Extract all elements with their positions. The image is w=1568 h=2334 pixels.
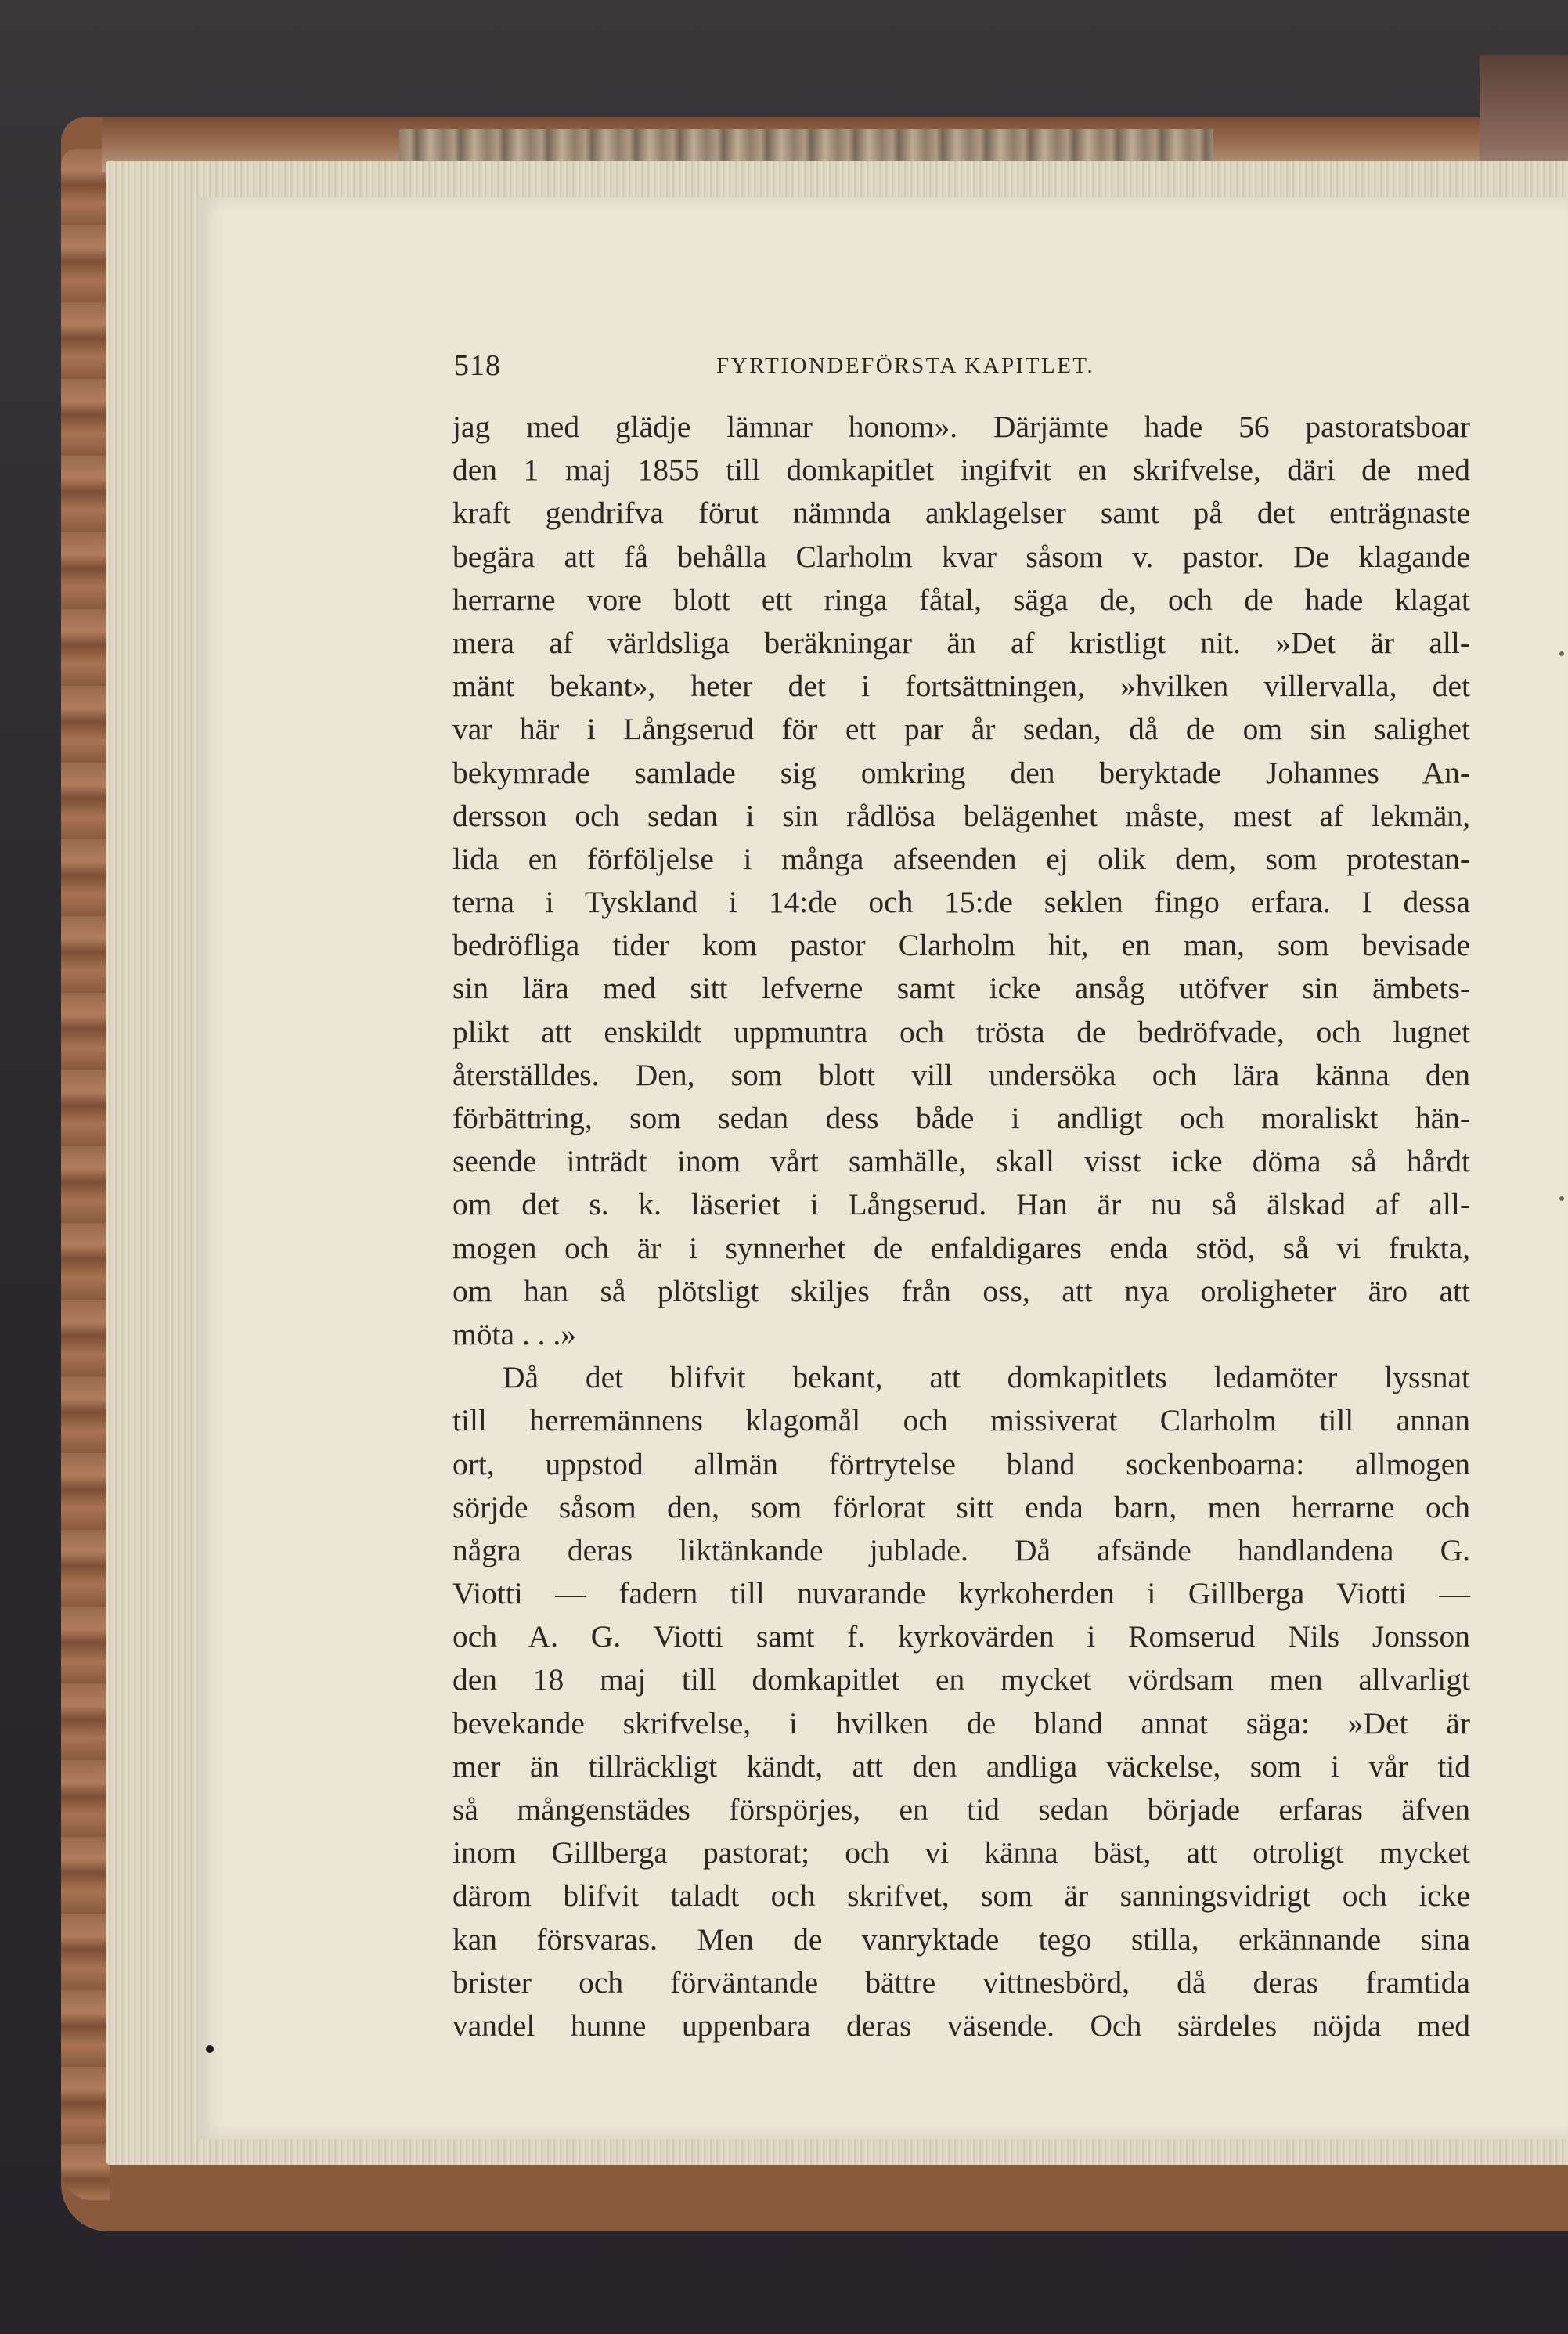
text-line: om det s. k. läseriet i Långserud. Han är nu så älskad af all- bbox=[452, 1187, 1470, 1222]
text-line: bevekande skrifvelse, i hvilken de bland annat säga: »Det är bbox=[452, 1705, 1470, 1741]
page-number: 518 bbox=[454, 349, 501, 382]
text-line: förbättring, som sedan dess både i andligt och moraliskt hän- bbox=[452, 1101, 1470, 1135]
ink-spot bbox=[1559, 1196, 1564, 1201]
text-line: var här i Långserud för ett par år sedan, då de om sin salighet bbox=[452, 712, 1470, 747]
text-line: lida en förföljelse i många afseenden ej olik dem, som protestan- bbox=[452, 841, 1470, 876]
text-line: mogen och är i synnerhet de enfaldigares enda stöd, så vi frukta, bbox=[452, 1230, 1470, 1265]
text-line: kan försvaras. Men de vanryktade tego stilla, erkännande sina bbox=[452, 1921, 1470, 1957]
text-line: bedröfliga tider kom pastor Clarholm hit, en man, som bevisade bbox=[452, 928, 1470, 963]
text-line: sin lära med sitt lefverne samt icke ansåg utöfver sin ämbets- bbox=[452, 971, 1470, 1006]
text-line: den 18 maj till domkapitlet en mycket vördsam men allvarligt bbox=[452, 1662, 1470, 1697]
text-line: mer än tillräckligt kändt, att den andliga väckelse, som i vår tid bbox=[452, 1748, 1470, 1784]
text-line: vandel hunne uppenbara deras väsende. Och särdeles nöjda med bbox=[452, 2008, 1470, 2043]
text-line: den 1 maj 1855 till domkapitlet ingifvit en skrifvelse, däri de med bbox=[452, 453, 1470, 488]
text-line: plikt att enskildt uppmuntra och trösta de bedröfvade, och lugnet bbox=[452, 1014, 1470, 1049]
text-line: och A. G. Viotti samt f. kyrkovärden i Romserud Nils Jonsson bbox=[452, 1619, 1470, 1654]
text-line: till herremännens klagomål och missiverat Clarholm till annan bbox=[452, 1403, 1470, 1438]
text-line: dersson och sedan i sin rådlösa belägenhet måste, mest af lekmän, bbox=[452, 798, 1470, 833]
page-header bbox=[454, 348, 1472, 388]
text-line: om han så plötsligt skiljes från oss, att nya oroligheter äro att bbox=[452, 1273, 1470, 1308]
text-line: kraft gendrifva förut nämnda anklagelser samt på det enträgnaste bbox=[452, 496, 1470, 531]
text-line: inom Gillberga pastorat; och vi känna bäst, att otroligt mycket bbox=[452, 1835, 1470, 1870]
text-line: mänt bekant», heter det i fortsättningen, »hvilken villervalla, det bbox=[452, 669, 1470, 704]
text-line: återställdes. Den, som blott vill undersöka och lära känna den bbox=[452, 1057, 1470, 1092]
text-line: bekymrade samlade sig omkring den beryktade Johannes An- bbox=[452, 755, 1470, 790]
running-title: FYRTIONDEFÖRSTA KAPITLET. bbox=[716, 353, 1095, 378]
text-line: möta . . .» bbox=[452, 1316, 576, 1351]
body-text bbox=[452, 406, 1470, 2047]
book-cover-spine-edge bbox=[61, 149, 110, 2200]
text-line: några deras liktänkande jublade. Då afsände handlandena G. bbox=[452, 1532, 1470, 1567]
text-line-paragraph-start: Då det blifvit bekant, att domkapitlets ledamöter lyssnat bbox=[503, 1360, 1470, 1395]
text-line: så mångenstädes förspörjes, en tid sedan började erfaras äfven bbox=[452, 1792, 1470, 1827]
text-line: jag med glädje lämnar honom». Därjämte hade 56 pastoratsboar bbox=[452, 409, 1470, 444]
text-line: seende inträdt inom vårt samhälle, skall visst icke döma så hårdt bbox=[452, 1144, 1470, 1179]
text-line: Viotti — fadern till nuvarande kyrkoherden i Gillberga Viotti — bbox=[452, 1576, 1470, 1611]
text-line: herrarne vore blott ett ringa fåtal, säga de, och de hade klagat bbox=[452, 582, 1470, 617]
text-line: mera af världsliga beräkningar än af kristligt nit. »Det är all- bbox=[452, 625, 1470, 660]
text-line: begära att få behålla Clarholm kvar såsom v. pastor. De klagande bbox=[452, 539, 1470, 574]
text-line: därom blifvit taladt och skrifvet, som är sanningsvidrigt och icke bbox=[452, 1878, 1470, 1914]
text-line: terna i Tyskland i 14:de och 15:de seklen fingo erfara. I dessa bbox=[452, 885, 1470, 920]
text-line: brister och förväntande bättre vittnesbörd, då deras framtida bbox=[452, 1964, 1470, 2000]
text-line: sörjde såsom den, som förlorat sitt enda barn, men herrarne och bbox=[452, 1489, 1470, 1524]
ink-spot bbox=[1559, 651, 1564, 656]
text-line: ort, uppstod allmän förtrytelse bland sockenboarna: allmogen bbox=[452, 1446, 1470, 1481]
ink-spot bbox=[206, 2045, 214, 2053]
